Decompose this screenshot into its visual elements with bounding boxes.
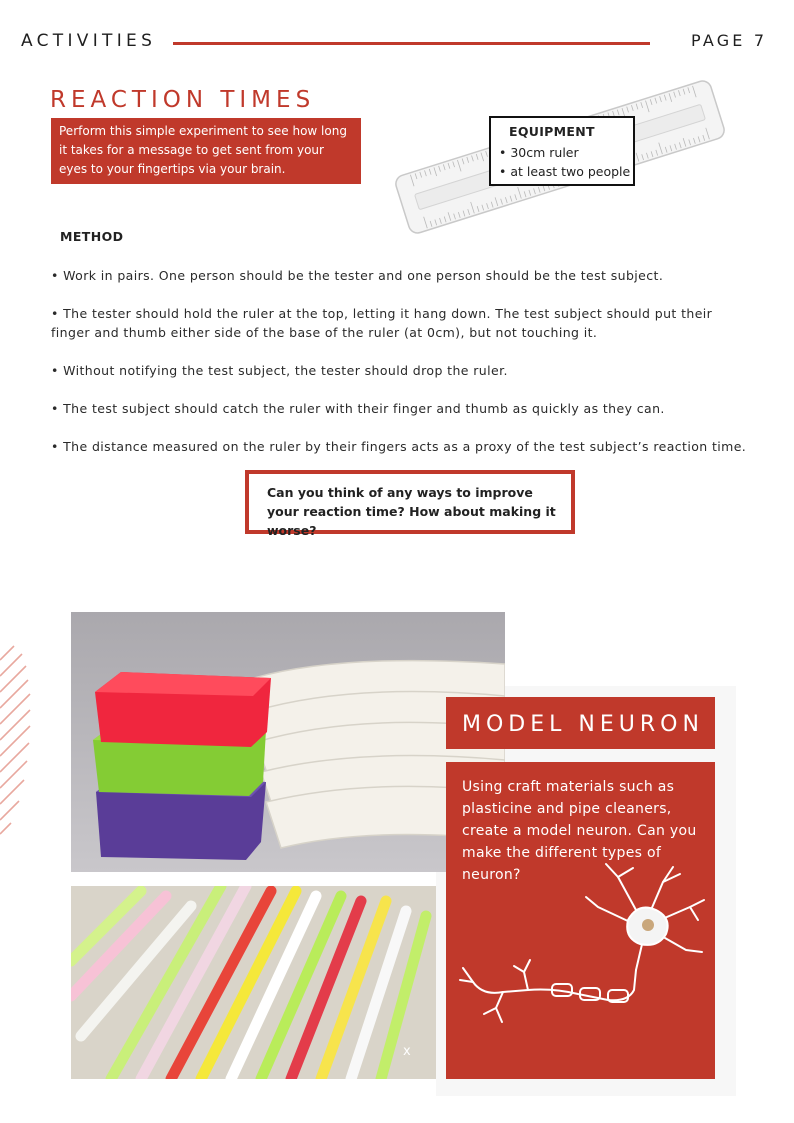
model-neuron-title-box [446,697,715,749]
question-box [245,470,575,538]
method-step: • The test subject should catch the ruler with their finger and thumb as quickly as they can. [51,401,665,416]
neuron-illustration [458,862,708,1032]
method-step: • Without notifying the test subject, the tester should drop the ruler. [51,363,508,378]
model-neuron-text: Using craft materials such as plasticine and pipe cleaners, create a model neuron. Can you make the different types of neuron? [462,779,697,883]
equipment-list [499,143,630,181]
photo-mark: x [403,1044,411,1059]
equipment-box [489,116,635,186]
method-title: METHOD [60,229,124,244]
method-step: • The tester should hold the ruler at the top, letting it hang down. The test subject should put their finger and thumb either side of the base of the ruler (at 0cm), but not touching it. [51,306,713,340]
pipe-cleaners-photo [71,886,436,1079]
reaction-times-intro: Perform this simple experiment to see how long it takes for a message to get sent from your eyes to your fingertips via your brain. [51,118,361,184]
section-title: ACTIVITIES [21,31,157,51]
question-text: Can you think of any ways to improve your reaction time? How about making it worse? [267,485,556,538]
diagonal-stripes [0,640,40,840]
header-rule [173,42,650,45]
reaction-times-title: REACTION TIMES [50,87,316,113]
method-step: • The distance measured on the ruler by their fingers acts as a proxy of the test subject’s reaction time. [51,439,747,454]
equipment-title: EQUIPMENT [509,124,595,139]
plasticine-photo [71,612,505,872]
equipment-item: • at least two people [499,164,631,179]
page-number: PAGE 7 [691,31,768,50]
equipment-item: • 30cm ruler [499,145,579,160]
model-neuron-title: MODEL NEURON [462,712,704,737]
method-step: • Work in pairs. One person should be the tester and one person should be the test subject. [51,268,664,283]
